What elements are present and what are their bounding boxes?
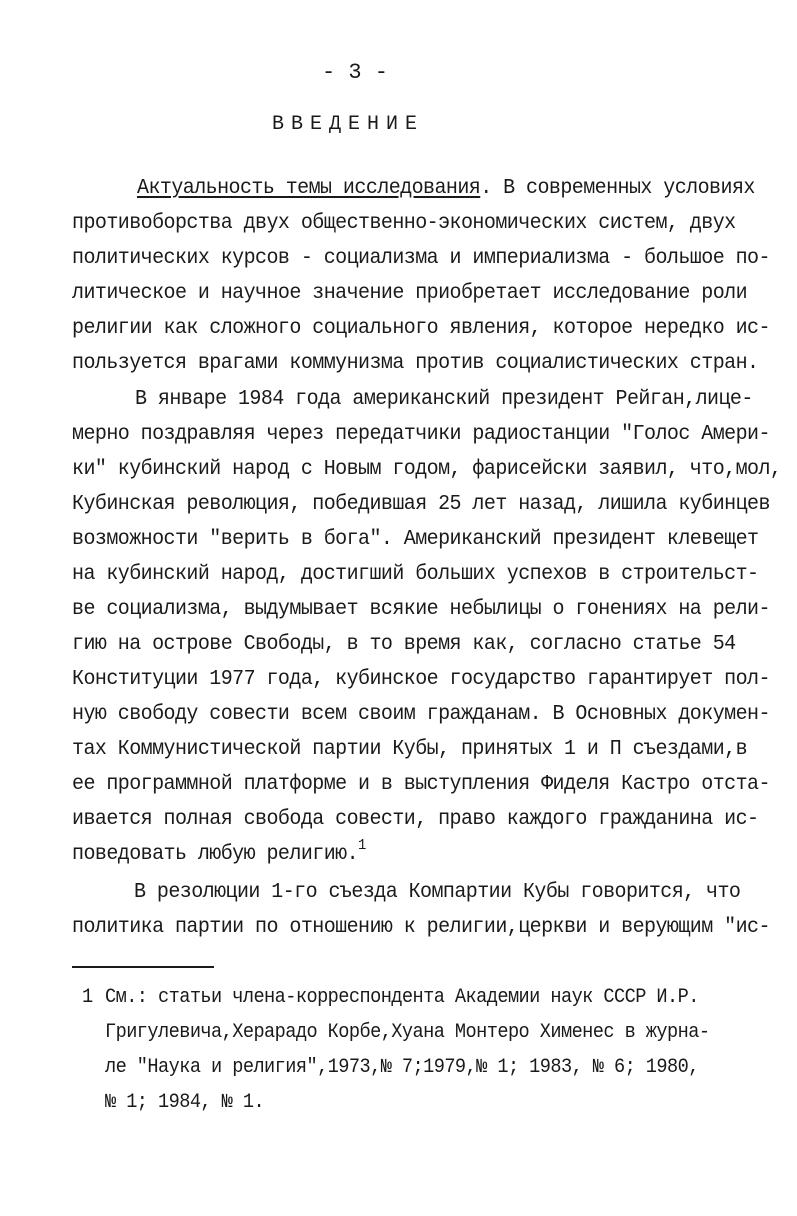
footnote-marker: 1 — [82, 986, 93, 1009]
text-line: противоборства двух общественно-экономических систем, двух — [72, 211, 736, 235]
text-line: мерно поздравляя через передатчики радиостанции "Голос Амери- — [72, 422, 770, 446]
footnote-reference[interactable]: 1 — [358, 837, 366, 854]
text-line: ее программной платформе и в выступления Фиделя Кастро отста- — [72, 772, 770, 796]
page-number: - 3 - — [322, 60, 389, 85]
text-line: В январе 1984 года американский президент Рейган,лице- — [135, 387, 753, 411]
text-line: пользуется врагами коммунизма против социалистических стран. — [72, 351, 759, 375]
text-line: возможности "верить в бога". Американский президент клевещет — [72, 527, 759, 551]
text-line: ную свободу совести всем своим гражданам. В Основных докумен- — [72, 702, 770, 726]
footnote-line: ле "Наука и религия",1973,№ 7;1979,№ 1; 1983, № 6; 1980, — [105, 1056, 699, 1079]
footnote-line: См.: статьи члена-корреспондента Академии наук СССР И.Р. — [105, 986, 699, 1009]
text-line: политика партии по отношению к религии,церкви и верующим "ис- — [72, 915, 770, 939]
footnote-line: № 1; 1984, № 1. — [105, 1091, 265, 1114]
text-line: Кубинская революция, победившая 25 лет назад, лишила кубинцев — [72, 492, 770, 516]
text-line: ки" кубинский народ с Новым годом, фарисейски заявил, что,мол, — [72, 457, 782, 481]
text-line: на кубинский народ, достигший больших успехов в строительст- — [72, 562, 759, 586]
footnote-line: Григулевича,Херарадо Корбе,Хуана Монтеро Хименес в журна- — [105, 1021, 710, 1044]
text-line: литическое и научное значение приобретает исследование роли — [72, 281, 748, 305]
text-line: гию на острове Свободы, в то время как, согласно статье 54 — [72, 632, 736, 656]
text-line: тах Коммунистической партии Кубы, принятых 1 и П съездами,в — [72, 737, 748, 761]
text-line: Конституции 1977 года, кубинское государство гарантирует пол- — [72, 667, 770, 691]
text-line: ивается полная свобода совести, право каждого гражданина ис- — [72, 807, 759, 831]
paragraph-1-line-1: Актуальность темы исследования. В современных условиях — [137, 176, 755, 200]
text-line: поведовать любую религию.$^1$ — [72, 837, 366, 866]
topic-relevance-label: Актуальность темы исследования — [137, 176, 481, 200]
text-line: политических курсов - социализма и империализма - большое по- — [72, 246, 770, 270]
text-line: В резолюции 1-го съезда Компартии Кубы говорится, что — [134, 880, 741, 904]
text-line: религии как сложного социального явления, которое нередко ис- — [72, 316, 770, 340]
text-line: ве социализма, выдумывает всякие небылицы о гонениях на рели- — [72, 597, 770, 621]
footnote-separator — [72, 966, 214, 968]
section-heading: ВВЕДЕНИЕ — [272, 113, 425, 136]
